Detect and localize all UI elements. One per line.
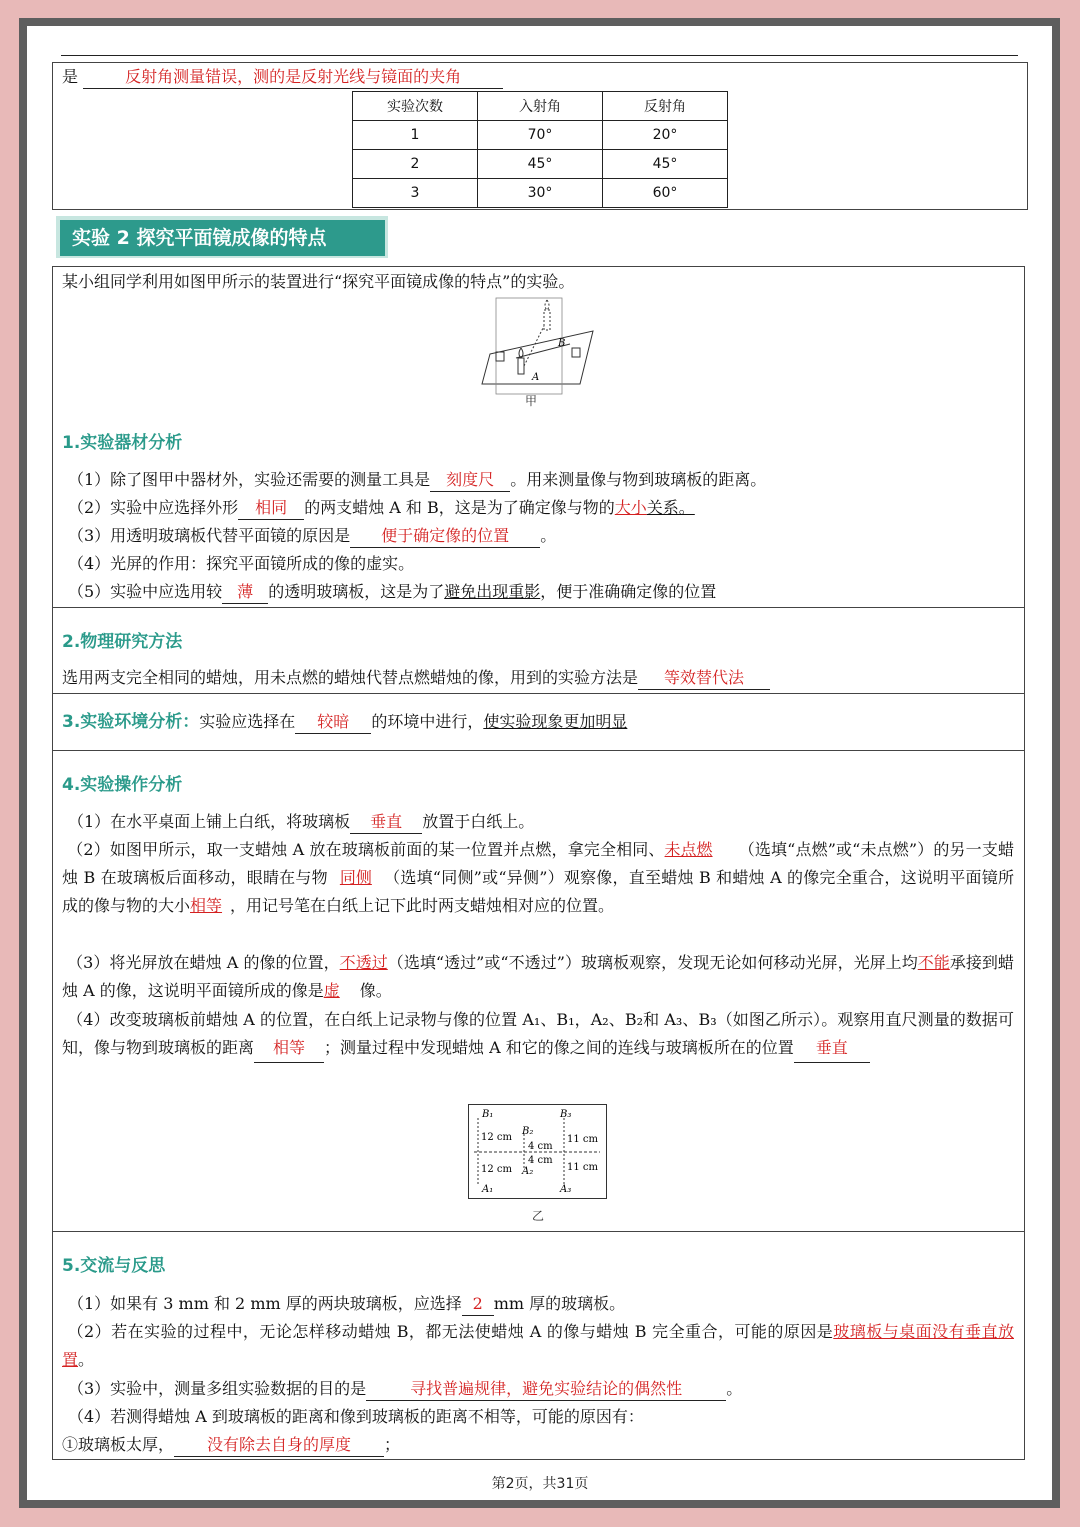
s1-q5-text: （5）实验中应选用较: [68, 582, 223, 601]
s1-q5-post: ，便于准确确定像的位置: [540, 582, 717, 601]
s2-text: [62, 667, 770, 690]
s5-q1: [68, 1293, 625, 1316]
table-header: 反射角: [603, 92, 728, 121]
s3-pre: 实验应选择在: [199, 712, 296, 731]
section2-title: 2.物理研究方法: [62, 632, 183, 652]
table-cell: 1: [353, 121, 478, 150]
s1-q1: [68, 469, 766, 492]
table-cell: 60°: [603, 179, 728, 208]
s4-p3-b: （选填“透过”或“不透过”）玻璃板观察，发现无论如何移动光屏，光屏上均: [387, 953, 918, 972]
s3-post: 使实验现象更加明显: [483, 712, 628, 731]
prev-answer-text: 反射角测量错误，测的是反射光线与镜面的夹角: [125, 67, 462, 86]
s1-q2-text: （2）实验中应选择外形: [68, 498, 239, 517]
table-cell: 45°: [478, 150, 603, 179]
prev-answer: [83, 66, 503, 89]
s4-p2: [62, 836, 1014, 920]
figure-yi: [468, 1104, 608, 1200]
s5-q2-post: 。: [78, 1350, 95, 1369]
s5-q2-answer: 玻璃板与桌面没有垂直放置: [62, 1322, 1014, 1369]
s1-q2: [68, 497, 695, 520]
s1-q1-post: 。用来测量像与物到玻璃板的距离。: [510, 470, 767, 489]
s1-q2-answer-text: 相同: [255, 498, 288, 517]
table-row: [353, 121, 728, 150]
s4-p4-answer2: [794, 1034, 870, 1063]
s4-p1-answer-text: 垂直: [370, 812, 403, 831]
s5-q5-answer-text: 没有除去自身的厚度: [207, 1435, 352, 1454]
s4-p4-answer1: [254, 1034, 324, 1063]
s4-p1-post: 放置于白纸上。: [422, 812, 535, 831]
fig2-label: 4 cm: [528, 1141, 553, 1152]
s4-p2-answer2: 同侧: [339, 868, 372, 887]
fig2-label: B₂: [522, 1126, 534, 1137]
table-row: [353, 150, 728, 179]
table-header-row: [353, 92, 728, 121]
s5-q1-answer-text: 2: [472, 1294, 483, 1313]
section4-title: 4.实验操作分析: [62, 775, 183, 795]
s4-p3-a: （3）将光屏放在蜡烛 A 的像的位置，: [67, 953, 340, 972]
table-header: 入射角: [478, 92, 603, 121]
s1-q5-answer2: 避免出现重影: [444, 582, 541, 601]
s5-q4: （4）若测得蜡烛 A 到玻璃板的距离和像到玻璃板的距离不相等，可能的原因有：: [68, 1407, 644, 1426]
s4-p2-d: ，用记号笔在白纸上记下此时两支蜡烛相对应的位置。: [230, 896, 615, 915]
s4-p1: [68, 811, 534, 834]
table-header: 实验次数: [353, 92, 478, 121]
prev-answer-line: [62, 66, 503, 89]
s4-p3-d: 像。: [359, 981, 392, 1000]
s3-mid: 的环境中进行，: [371, 712, 484, 731]
s4-p3-answer3: 虚: [323, 981, 340, 1000]
s5-q3-answer: [366, 1378, 726, 1401]
fig2-label: A₃: [560, 1184, 572, 1195]
s5-q1-post: mm 厚的玻璃板。: [493, 1294, 626, 1313]
s5-q3-post: 。: [726, 1379, 743, 1398]
label-a: A: [532, 372, 540, 383]
figure-yi-caption: 乙: [532, 1209, 545, 1223]
fig2-label: A₁: [482, 1184, 494, 1195]
s4-p3: [62, 949, 1014, 1005]
s4-p4-a: （4）改变玻璃板前蜡烛 A 的位置，在白纸上记录物与像的位置 A₁、B₁，A₂、B₂和 A₃、B₃（如图乙所示）。观察用直尺测量的数据可知，像与物到玻璃板的距离: [62, 1010, 1014, 1057]
s4-p4: [62, 1006, 1014, 1063]
section1-title: 1.实验器材分析: [62, 433, 183, 453]
s1-q5-answer: [222, 581, 268, 604]
s4-p4-answer1-text: 相等: [273, 1038, 306, 1057]
s1-q2-mid: 的两支蜡烛 A 和 B，这是为了确定像与物的: [304, 498, 615, 517]
s4-p4-answer2-text: 垂直: [815, 1038, 848, 1057]
s2-question: 选用两支完全相同的蜡烛，用未点燃的蜡烛代替点燃蜡烛的像，用到的实验方法是: [62, 668, 639, 687]
s1-q1-answer-text: 刻度尺: [446, 470, 495, 489]
s2-answer: [638, 667, 770, 690]
fig2-label: 12 cm: [481, 1132, 512, 1143]
s4-p3-c: 承接到蜡烛 A 的像，这说明平面镜所成的像是: [62, 953, 1014, 1000]
table-cell: 70°: [478, 121, 603, 150]
page-number: 第2页，共31页: [491, 1476, 589, 1492]
intro-text: 某小组同学利用如图甲所示的装置进行“探究平面镜成像的特点”的实验。: [62, 272, 575, 291]
fig2-label: B₁: [482, 1109, 494, 1120]
s4-p3-answer1: 不透过: [339, 953, 388, 972]
fig2-label: 11 cm: [567, 1134, 598, 1145]
s4-p1-answer: [350, 811, 422, 834]
s4-p2-a: （2）如图甲所示，取一支蜡烛 A 放在玻璃板前面的某一位置并点燃，拿完全相同、: [67, 840, 665, 859]
s3-answer-text: 较暗: [317, 712, 350, 731]
s4-p4-b: ；测量过程中发现蜡烛 A 和它的像之间的连线与玻璃板所在的位置: [324, 1038, 794, 1057]
s5-q1-text: （1）如果有 3 mm 和 2 mm 厚的两块玻璃板，应选择: [68, 1294, 462, 1313]
s4-p2-c: （选填“同侧”或“异侧”）观察像，直至蜡烛 B 和蜡烛 A 的像完全重合，这说明平面镜所成的像与物的大小: [62, 868, 1014, 915]
fig2-label: 11 cm: [567, 1162, 598, 1173]
table-cell: 45°: [603, 150, 728, 179]
s5-q3-text: （3）实验中，测量多组实验数据的目的是: [68, 1379, 367, 1398]
s5-q3-answer-text: 寻找普遍规律，避免实验结论的偶然性: [410, 1379, 683, 1398]
s4-p2-answer1: 未点燃: [664, 840, 713, 859]
table-row: [353, 179, 728, 208]
s4-p3-answer2: 不能: [917, 953, 950, 972]
s5-q2-text: （2）若在实验的过程中，无论怎样移动蜡烛 B，都无法使蜡烛 A 的像与蜡烛 B 完全重合，可能的原因是: [67, 1322, 834, 1341]
table-cell: 30°: [478, 179, 603, 208]
fig2-label: A₂: [522, 1166, 534, 1177]
table-cell: 2: [353, 150, 478, 179]
s1-q2-answer: [238, 497, 304, 520]
s5-q5-answer: [174, 1434, 384, 1457]
fig2-label: 4 cm: [528, 1155, 553, 1166]
s5-q2: [62, 1318, 1014, 1374]
s4-p1-text: （1）在水平桌面上铺上白纸，将玻璃板: [68, 812, 351, 831]
s1-q5-answer-text: 薄: [237, 582, 254, 601]
angle-table: [352, 91, 728, 208]
s1-q3-answer: [350, 525, 540, 548]
s1-q3: [68, 525, 556, 548]
table-cell: 3: [353, 179, 478, 208]
s3-answer: [295, 711, 371, 734]
fig2-label: 12 cm: [481, 1164, 512, 1175]
s1-q2-post: 关系。: [646, 498, 695, 517]
prefix-text: 是: [62, 67, 79, 86]
section3-title: 3.实验环境分析：: [62, 712, 200, 732]
s5-q5-text: ①玻璃板太厚，: [62, 1435, 175, 1454]
section5-title: 5.交流与反思: [62, 1256, 166, 1276]
s1-q4: （4）光屏的作用：探究平面镜所成的像的虚实。: [68, 554, 415, 573]
s5-q3: [68, 1378, 742, 1401]
figure-jia: [470, 296, 600, 406]
s1-q3-text: （3）用透明玻璃板代替平面镜的原因是: [68, 526, 351, 545]
s1-q3-answer-text: 便于确定像的位置: [381, 526, 510, 545]
s4-p2-answer3: 相等: [190, 896, 223, 915]
s1-q5-mid: 的透明玻璃板，这是为了: [268, 582, 445, 601]
section-banner: 实验 2 探究平面镜成像的特点: [60, 220, 385, 256]
figure-jia-caption: 甲: [525, 394, 538, 408]
s1-q2-answer2: 大小: [614, 498, 647, 517]
header-rule: [61, 55, 1018, 56]
s1-q3-post: 。: [540, 526, 557, 545]
table-cell: 20°: [603, 121, 728, 150]
s5-q5: [62, 1434, 400, 1457]
s2-answer-text: 等效替代法: [664, 668, 745, 687]
s1-q1-answer: [430, 469, 510, 492]
s5-q5-post: ；: [384, 1435, 401, 1454]
label-b: B: [558, 338, 566, 349]
s5-q1-answer: [462, 1293, 494, 1316]
s1-q5: [68, 581, 716, 604]
s4-p2-b: （选填“点燃”或“未点燃”）的另一支蜡烛 B 在玻璃板后面移动，眼睛在与物: [62, 840, 1014, 887]
s3-line: [62, 711, 627, 734]
fig2-label: B₃: [560, 1109, 572, 1120]
s1-q1-text: （1）除了图甲中器材外，实验还需要的测量工具是: [68, 470, 431, 489]
